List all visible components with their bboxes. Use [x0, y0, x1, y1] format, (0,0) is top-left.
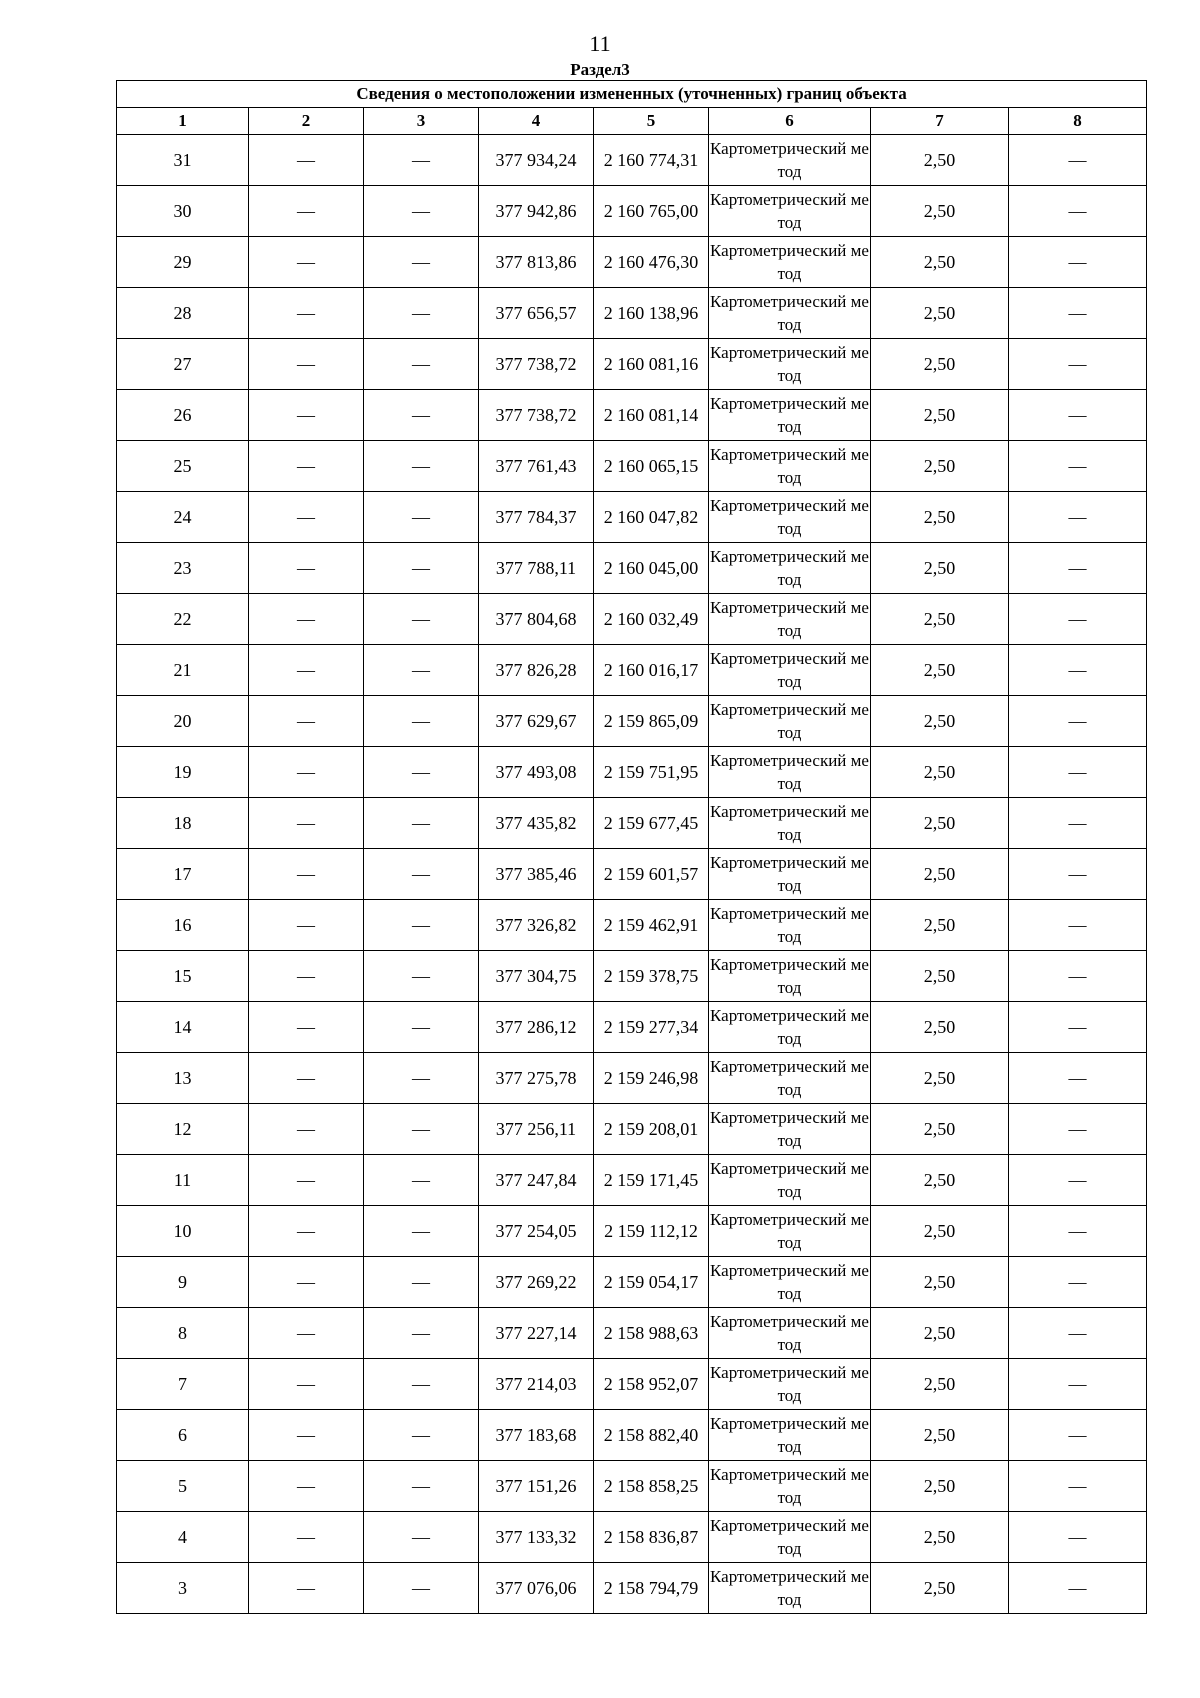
column-8-cell: — — [1009, 135, 1147, 186]
column-2-cell: — — [249, 237, 364, 288]
x-coordinate-cell: 377 738,72 — [479, 390, 594, 441]
x-coordinate-cell: 377 326,82 — [479, 900, 594, 951]
column-2-cell: — — [249, 1563, 364, 1614]
column-2-cell: — — [249, 1308, 364, 1359]
column-8-cell: — — [1009, 288, 1147, 339]
column-3-cell: — — [364, 645, 479, 696]
column-2-cell: — — [249, 696, 364, 747]
table-row — [117, 441, 1147, 492]
column-2-cell: — — [249, 1206, 364, 1257]
column-2-cell: — — [249, 1002, 364, 1053]
y-coordinate-cell: 2 158 836,87 — [594, 1512, 709, 1563]
column-8-cell: — — [1009, 1206, 1147, 1257]
method-cell: Картометрический метод — [709, 1410, 871, 1461]
x-coordinate-cell: 377 738,72 — [479, 339, 594, 390]
column-8-cell: — — [1009, 492, 1147, 543]
x-coordinate-cell: 377 254,05 — [479, 1206, 594, 1257]
accuracy-cell: 2,50 — [871, 645, 1009, 696]
method-cell: Картометрический метод — [709, 1308, 871, 1359]
point-number-cell: 25 — [117, 441, 249, 492]
table-row — [117, 237, 1147, 288]
method-cell: Картометрический метод — [709, 1461, 871, 1512]
x-coordinate-cell: 377 784,37 — [479, 492, 594, 543]
method-cell: Картометрический метод — [709, 900, 871, 951]
column-2-cell: — — [249, 1257, 364, 1308]
point-number-cell: 21 — [117, 645, 249, 696]
column-3-cell: — — [364, 1461, 479, 1512]
column-2-cell: — — [249, 1053, 364, 1104]
accuracy-cell: 2,50 — [871, 747, 1009, 798]
y-coordinate-cell: 2 160 032,49 — [594, 594, 709, 645]
method-cell: Картометрический метод — [709, 594, 871, 645]
y-coordinate-cell: 2 160 045,00 — [594, 543, 709, 594]
accuracy-cell: 2,50 — [871, 1410, 1009, 1461]
point-number-cell: 4 — [117, 1512, 249, 1563]
method-cell: Картометрический метод — [709, 1053, 871, 1104]
accuracy-cell: 2,50 — [871, 1104, 1009, 1155]
y-coordinate-cell: 2 159 865,09 — [594, 696, 709, 747]
column-3-cell: — — [364, 339, 479, 390]
method-cell: Картометрический метод — [709, 696, 871, 747]
column-8-cell: — — [1009, 441, 1147, 492]
accuracy-cell: 2,50 — [871, 441, 1009, 492]
x-coordinate-cell: 377 227,14 — [479, 1308, 594, 1359]
column-2-cell: — — [249, 135, 364, 186]
accuracy-cell: 2,50 — [871, 900, 1009, 951]
point-number-cell: 7 — [117, 1359, 249, 1410]
point-number-cell: 14 — [117, 1002, 249, 1053]
x-coordinate-cell: 377 256,11 — [479, 1104, 594, 1155]
accuracy-cell: 2,50 — [871, 696, 1009, 747]
y-coordinate-cell: 2 158 858,25 — [594, 1461, 709, 1512]
column-3-cell: — — [364, 1410, 479, 1461]
accuracy-cell: 2,50 — [871, 1257, 1009, 1308]
column-3-cell: — — [364, 1512, 479, 1563]
point-number-cell: 12 — [117, 1104, 249, 1155]
point-number-cell: 18 — [117, 798, 249, 849]
method-cell: Картометрический метод — [709, 1257, 871, 1308]
column-2-cell: — — [249, 1410, 364, 1461]
y-coordinate-cell: 2 158 952,07 — [594, 1359, 709, 1410]
column-number: 8 — [1009, 108, 1147, 135]
column-2-cell: — — [249, 339, 364, 390]
method-cell: Картометрический метод — [709, 1359, 871, 1410]
column-number: 3 — [364, 108, 479, 135]
column-3-cell: — — [364, 135, 479, 186]
y-coordinate-cell: 2 159 054,17 — [594, 1257, 709, 1308]
point-number-cell: 5 — [117, 1461, 249, 1512]
accuracy-cell: 2,50 — [871, 186, 1009, 237]
column-3-cell: — — [364, 1002, 479, 1053]
column-8-cell: — — [1009, 900, 1147, 951]
point-number-cell: 27 — [117, 339, 249, 390]
table-row — [117, 849, 1147, 900]
column-3-cell: — — [364, 1308, 479, 1359]
x-coordinate-cell: 377 493,08 — [479, 747, 594, 798]
column-3-cell: — — [364, 1563, 479, 1614]
y-coordinate-cell: 2 159 246,98 — [594, 1053, 709, 1104]
method-cell: Картометрический метод — [709, 849, 871, 900]
boundary-coordinates-table — [116, 80, 1147, 1614]
point-number-cell: 19 — [117, 747, 249, 798]
column-2-cell: — — [249, 1155, 364, 1206]
column-number: 7 — [871, 108, 1009, 135]
y-coordinate-cell: 2 159 171,45 — [594, 1155, 709, 1206]
accuracy-cell: 2,50 — [871, 1053, 1009, 1104]
column-3-cell: — — [364, 237, 479, 288]
accuracy-cell: 2,50 — [871, 1308, 1009, 1359]
table-row — [117, 1410, 1147, 1461]
y-coordinate-cell: 2 159 112,12 — [594, 1206, 709, 1257]
x-coordinate-cell: 377 304,75 — [479, 951, 594, 1002]
column-3-cell: — — [364, 849, 479, 900]
table-row — [117, 1053, 1147, 1104]
table-row — [117, 1104, 1147, 1155]
method-cell: Картометрический метод — [709, 951, 871, 1002]
column-8-cell: — — [1009, 1155, 1147, 1206]
accuracy-cell: 2,50 — [871, 849, 1009, 900]
accuracy-cell: 2,50 — [871, 390, 1009, 441]
accuracy-cell: 2,50 — [871, 288, 1009, 339]
x-coordinate-cell: 377 286,12 — [479, 1002, 594, 1053]
column-3-cell: — — [364, 798, 479, 849]
column-3-cell: — — [364, 900, 479, 951]
table-row — [117, 1257, 1147, 1308]
column-number: 6 — [709, 108, 871, 135]
x-coordinate-cell: 377 813,86 — [479, 237, 594, 288]
y-coordinate-cell: 2 159 378,75 — [594, 951, 709, 1002]
table-row — [117, 1563, 1147, 1614]
column-2-cell: — — [249, 441, 364, 492]
column-2-cell: — — [249, 849, 364, 900]
x-coordinate-cell: 377 761,43 — [479, 441, 594, 492]
column-8-cell: — — [1009, 1053, 1147, 1104]
x-coordinate-cell: 377 269,22 — [479, 1257, 594, 1308]
y-coordinate-cell: 2 160 081,14 — [594, 390, 709, 441]
table-row — [117, 1002, 1147, 1053]
method-cell: Картометрический метод — [709, 1104, 871, 1155]
column-8-cell: — — [1009, 798, 1147, 849]
column-2-cell: — — [249, 492, 364, 543]
column-3-cell: — — [364, 1206, 479, 1257]
table-row — [117, 135, 1147, 186]
column-3-cell: — — [364, 441, 479, 492]
method-cell: Картометрический метод — [709, 390, 871, 441]
table-row — [117, 1308, 1147, 1359]
point-number-cell: 8 — [117, 1308, 249, 1359]
table-caption: Сведения о местоположении измененных (уточненных) границ объекта — [117, 81, 1147, 108]
accuracy-cell: 2,50 — [871, 339, 1009, 390]
column-8-cell: — — [1009, 849, 1147, 900]
x-coordinate-cell: 377 076,06 — [479, 1563, 594, 1614]
point-number-cell: 9 — [117, 1257, 249, 1308]
x-coordinate-cell: 377 804,68 — [479, 594, 594, 645]
column-2-cell: — — [249, 798, 364, 849]
y-coordinate-cell: 2 160 138,96 — [594, 288, 709, 339]
column-number-row — [117, 108, 1147, 135]
y-coordinate-cell: 2 159 277,34 — [594, 1002, 709, 1053]
point-number-cell: 20 — [117, 696, 249, 747]
method-cell: Картометрический метод — [709, 1206, 871, 1257]
column-2-cell: — — [249, 1359, 364, 1410]
column-8-cell: — — [1009, 594, 1147, 645]
y-coordinate-cell: 2 159 208,01 — [594, 1104, 709, 1155]
column-2-cell: — — [249, 1104, 364, 1155]
y-coordinate-cell: 2 160 081,16 — [594, 339, 709, 390]
point-number-cell: 24 — [117, 492, 249, 543]
column-2-cell: — — [249, 747, 364, 798]
column-8-cell: — — [1009, 1512, 1147, 1563]
method-cell: Картометрический метод — [709, 492, 871, 543]
column-8-cell: — — [1009, 1359, 1147, 1410]
point-number-cell: 11 — [117, 1155, 249, 1206]
column-2-cell: — — [249, 288, 364, 339]
column-8-cell: — — [1009, 1410, 1147, 1461]
x-coordinate-cell: 377 133,32 — [479, 1512, 594, 1563]
column-8-cell: — — [1009, 543, 1147, 594]
point-number-cell: 17 — [117, 849, 249, 900]
x-coordinate-cell: 377 826,28 — [479, 645, 594, 696]
table-row — [117, 696, 1147, 747]
x-coordinate-cell: 377 629,67 — [479, 696, 594, 747]
point-number-cell: 26 — [117, 390, 249, 441]
table-body — [117, 135, 1147, 1614]
column-3-cell: — — [364, 543, 479, 594]
table-row — [117, 1461, 1147, 1512]
y-coordinate-cell: 2 160 765,00 — [594, 186, 709, 237]
x-coordinate-cell: 377 385,46 — [479, 849, 594, 900]
accuracy-cell: 2,50 — [871, 492, 1009, 543]
point-number-cell: 30 — [117, 186, 249, 237]
method-cell: Картометрический метод — [709, 186, 871, 237]
y-coordinate-cell: 2 159 677,45 — [594, 798, 709, 849]
point-number-cell: 13 — [117, 1053, 249, 1104]
x-coordinate-cell: 377 151,26 — [479, 1461, 594, 1512]
method-cell: Картометрический метод — [709, 288, 871, 339]
column-8-cell: — — [1009, 390, 1147, 441]
column-2-cell: — — [249, 186, 364, 237]
y-coordinate-cell: 2 159 601,57 — [594, 849, 709, 900]
accuracy-cell: 2,50 — [871, 237, 1009, 288]
column-3-cell: — — [364, 696, 479, 747]
table-row — [117, 951, 1147, 1002]
method-cell: Картометрический метод — [709, 1512, 871, 1563]
table-row — [117, 798, 1147, 849]
column-8-cell: — — [1009, 237, 1147, 288]
method-cell: Картометрический метод — [709, 798, 871, 849]
accuracy-cell: 2,50 — [871, 1002, 1009, 1053]
x-coordinate-cell: 377 656,57 — [479, 288, 594, 339]
table-row — [117, 543, 1147, 594]
column-8-cell: — — [1009, 951, 1147, 1002]
column-8-cell: — — [1009, 1461, 1147, 1512]
column-2-cell: — — [249, 645, 364, 696]
method-cell: Картометрический метод — [709, 747, 871, 798]
column-number: 2 — [249, 108, 364, 135]
x-coordinate-cell: 377 934,24 — [479, 135, 594, 186]
column-number: 4 — [479, 108, 594, 135]
column-2-cell: — — [249, 1461, 364, 1512]
point-number-cell: 29 — [117, 237, 249, 288]
accuracy-cell: 2,50 — [871, 1512, 1009, 1563]
column-2-cell: — — [249, 900, 364, 951]
table-row — [117, 492, 1147, 543]
section-title: Раздел3 — [570, 60, 630, 79]
point-number-cell: 15 — [117, 951, 249, 1002]
column-8-cell: — — [1009, 747, 1147, 798]
column-3-cell: — — [364, 1257, 479, 1308]
table-row — [117, 1155, 1147, 1206]
accuracy-cell: 2,50 — [871, 543, 1009, 594]
x-coordinate-cell: 377 183,68 — [479, 1410, 594, 1461]
table-row — [117, 1512, 1147, 1563]
x-coordinate-cell: 377 788,11 — [479, 543, 594, 594]
method-cell: Картометрический метод — [709, 237, 871, 288]
column-3-cell: — — [364, 390, 479, 441]
point-number-cell: 28 — [117, 288, 249, 339]
column-3-cell: — — [364, 492, 479, 543]
column-8-cell: — — [1009, 1257, 1147, 1308]
table-row — [117, 1206, 1147, 1257]
accuracy-cell: 2,50 — [871, 951, 1009, 1002]
point-number-cell: 10 — [117, 1206, 249, 1257]
x-coordinate-cell: 377 942,86 — [479, 186, 594, 237]
column-8-cell: — — [1009, 339, 1147, 390]
method-cell: Картометрический метод — [709, 543, 871, 594]
y-coordinate-cell: 2 160 047,82 — [594, 492, 709, 543]
point-number-cell: 16 — [117, 900, 249, 951]
column-3-cell: — — [364, 186, 479, 237]
column-8-cell: — — [1009, 1563, 1147, 1614]
column-2-cell: — — [249, 390, 364, 441]
column-8-cell: — — [1009, 696, 1147, 747]
table-row — [117, 645, 1147, 696]
point-number-cell: 3 — [117, 1563, 249, 1614]
method-cell: Картометрический метод — [709, 441, 871, 492]
accuracy-cell: 2,50 — [871, 1461, 1009, 1512]
y-coordinate-cell: 2 158 882,40 — [594, 1410, 709, 1461]
table-row — [117, 288, 1147, 339]
method-cell: Картометрический метод — [709, 645, 871, 696]
method-cell: Картометрический метод — [709, 135, 871, 186]
x-coordinate-cell: 377 275,78 — [479, 1053, 594, 1104]
column-2-cell: — — [249, 951, 364, 1002]
table-row — [117, 1359, 1147, 1410]
table-row — [117, 747, 1147, 798]
point-number-cell: 6 — [117, 1410, 249, 1461]
column-3-cell: — — [364, 1155, 479, 1206]
column-number: 1 — [117, 108, 249, 135]
table-row — [117, 390, 1147, 441]
table-row — [117, 900, 1147, 951]
column-3-cell: — — [364, 747, 479, 798]
table-row — [117, 594, 1147, 645]
accuracy-cell: 2,50 — [871, 594, 1009, 645]
accuracy-cell: 2,50 — [871, 1359, 1009, 1410]
point-number-cell: 31 — [117, 135, 249, 186]
y-coordinate-cell: 2 160 774,31 — [594, 135, 709, 186]
x-coordinate-cell: 377 214,03 — [479, 1359, 594, 1410]
accuracy-cell: 2,50 — [871, 798, 1009, 849]
column-number: 5 — [594, 108, 709, 135]
column-3-cell: — — [364, 288, 479, 339]
column-2-cell: — — [249, 594, 364, 645]
method-cell: Картометрический метод — [709, 1563, 871, 1614]
y-coordinate-cell: 2 160 016,17 — [594, 645, 709, 696]
page-number: 11 — [589, 31, 611, 56]
y-coordinate-cell: 2 158 988,63 — [594, 1308, 709, 1359]
point-number-cell: 23 — [117, 543, 249, 594]
accuracy-cell: 2,50 — [871, 135, 1009, 186]
column-3-cell: — — [364, 1104, 479, 1155]
accuracy-cell: 2,50 — [871, 1206, 1009, 1257]
column-3-cell: — — [364, 1053, 479, 1104]
column-8-cell: — — [1009, 645, 1147, 696]
column-3-cell: — — [364, 1359, 479, 1410]
method-cell: Картометрический метод — [709, 339, 871, 390]
column-2-cell: — — [249, 1512, 364, 1563]
table-row — [117, 339, 1147, 390]
y-coordinate-cell: 2 159 751,95 — [594, 747, 709, 798]
column-8-cell: — — [1009, 186, 1147, 237]
y-coordinate-cell: 2 158 794,79 — [594, 1563, 709, 1614]
y-coordinate-cell: 2 159 462,91 — [594, 900, 709, 951]
x-coordinate-cell: 377 247,84 — [479, 1155, 594, 1206]
x-coordinate-cell: 377 435,82 — [479, 798, 594, 849]
column-8-cell: — — [1009, 1104, 1147, 1155]
accuracy-cell: 2,50 — [871, 1155, 1009, 1206]
method-cell: Картометрический метод — [709, 1155, 871, 1206]
accuracy-cell: 2,50 — [871, 1563, 1009, 1614]
point-number-cell: 22 — [117, 594, 249, 645]
method-cell: Картометрический метод — [709, 1002, 871, 1053]
column-8-cell: — — [1009, 1002, 1147, 1053]
table-row — [117, 186, 1147, 237]
column-8-cell: — — [1009, 1308, 1147, 1359]
column-3-cell: — — [364, 951, 479, 1002]
column-3-cell: — — [364, 594, 479, 645]
y-coordinate-cell: 2 160 065,15 — [594, 441, 709, 492]
y-coordinate-cell: 2 160 476,30 — [594, 237, 709, 288]
column-2-cell: — — [249, 543, 364, 594]
